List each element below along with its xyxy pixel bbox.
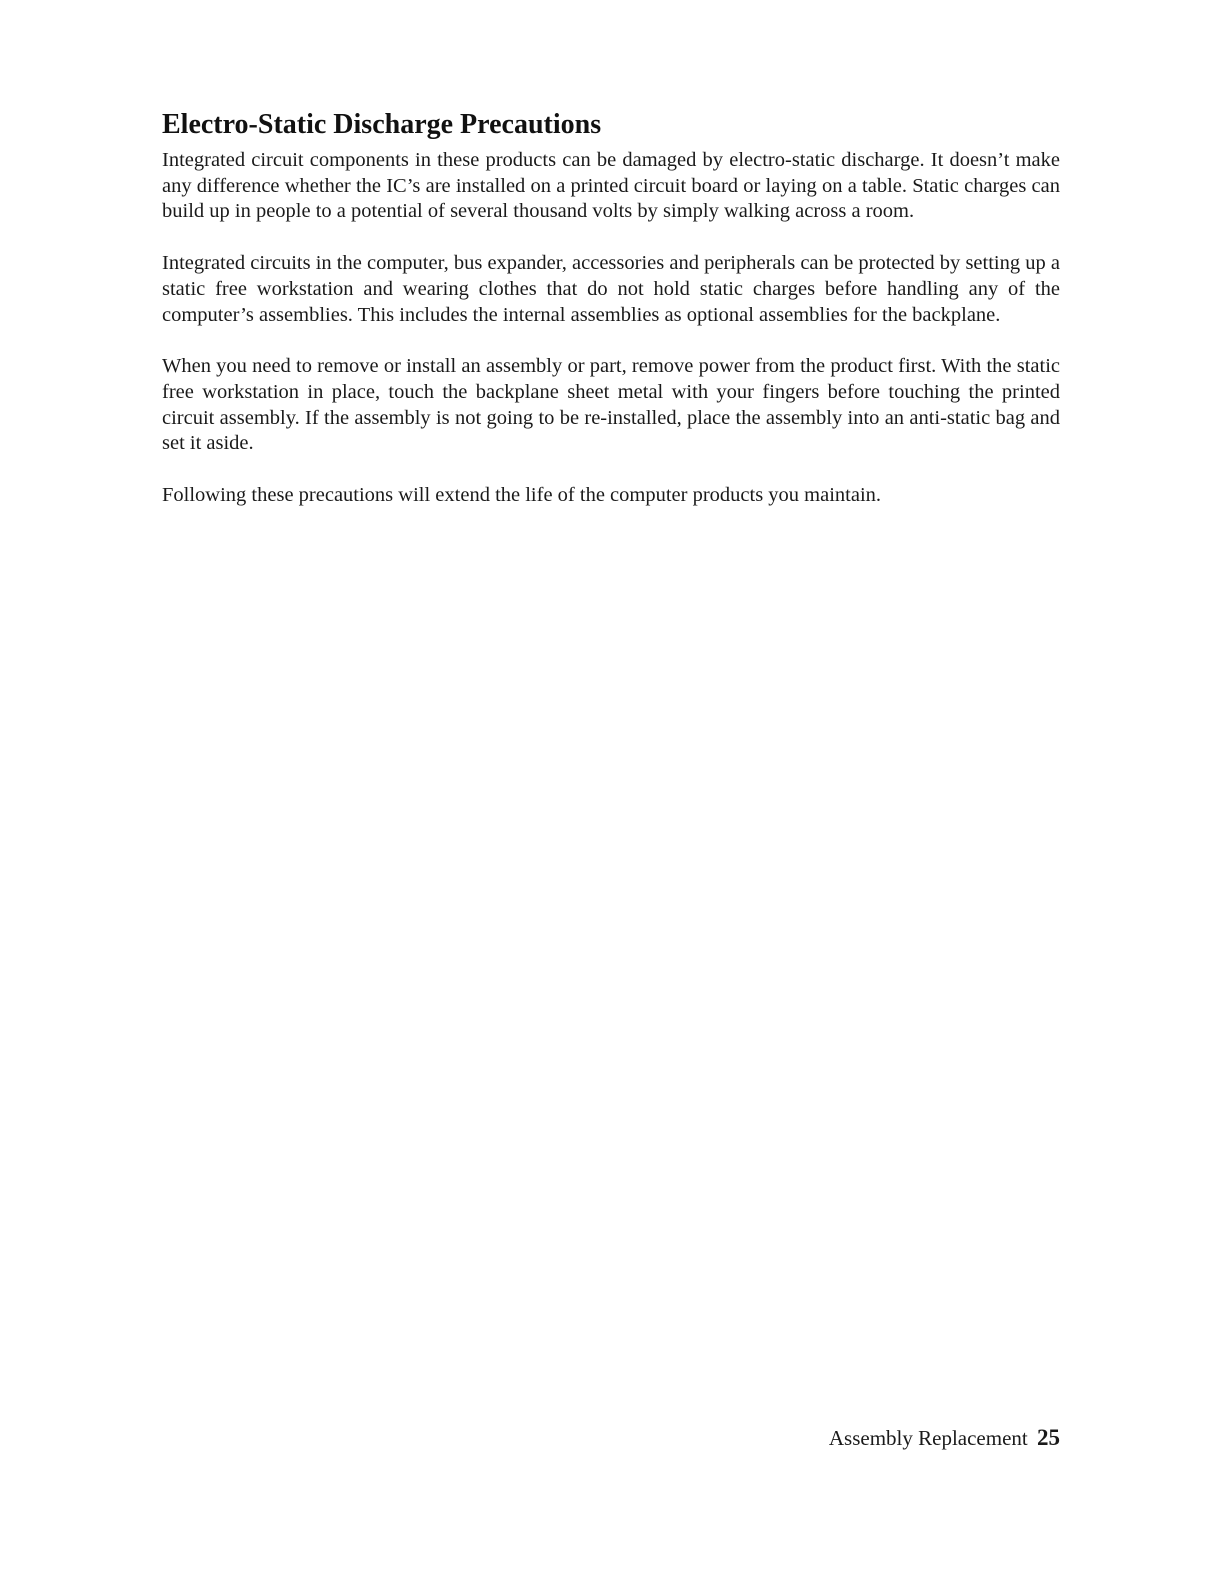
page-content xyxy=(162,108,1060,535)
paragraph-esd-damage: Integrated circuit components in these products can be damaged by electro-static discharge. It doesn’t make any difference whether the IC’s are installed on a printed circuit board or laying on a table. Static charges can build up in people to a potential of several thousand volts by simply walking across a room. xyxy=(162,149,1060,223)
page-number: 25 xyxy=(1037,1425,1060,1450)
paragraph-conclusion: Following these precautions will extend the life of the computer products you maintain. xyxy=(162,484,882,507)
page-footer xyxy=(829,1424,1060,1452)
footer-chapter-title: Assembly Replacement xyxy=(828,1426,1028,1450)
section-title: Electro-Static Discharge Precautions xyxy=(162,109,602,140)
paragraph-removal-procedure: When you need to remove or install an assembly or part, remove power from the product first. With the static free workstation in place, touch the backplane sheet metal with your fingers before touching the printed circuit assembly. If the assembly is not going to be re-installed, place the assembly into an anti-static bag and set it aside. xyxy=(162,355,1060,455)
paragraph-protection: Integrated circuits in the computer, bus expander, accessories and peripherals can be protected by setting up a static free workstation and wearing clothes that do not hold static charges before handling any of the computer’s assemblies. This includes the internal assemblies as optional assemblies for the backplane. xyxy=(162,252,1060,326)
